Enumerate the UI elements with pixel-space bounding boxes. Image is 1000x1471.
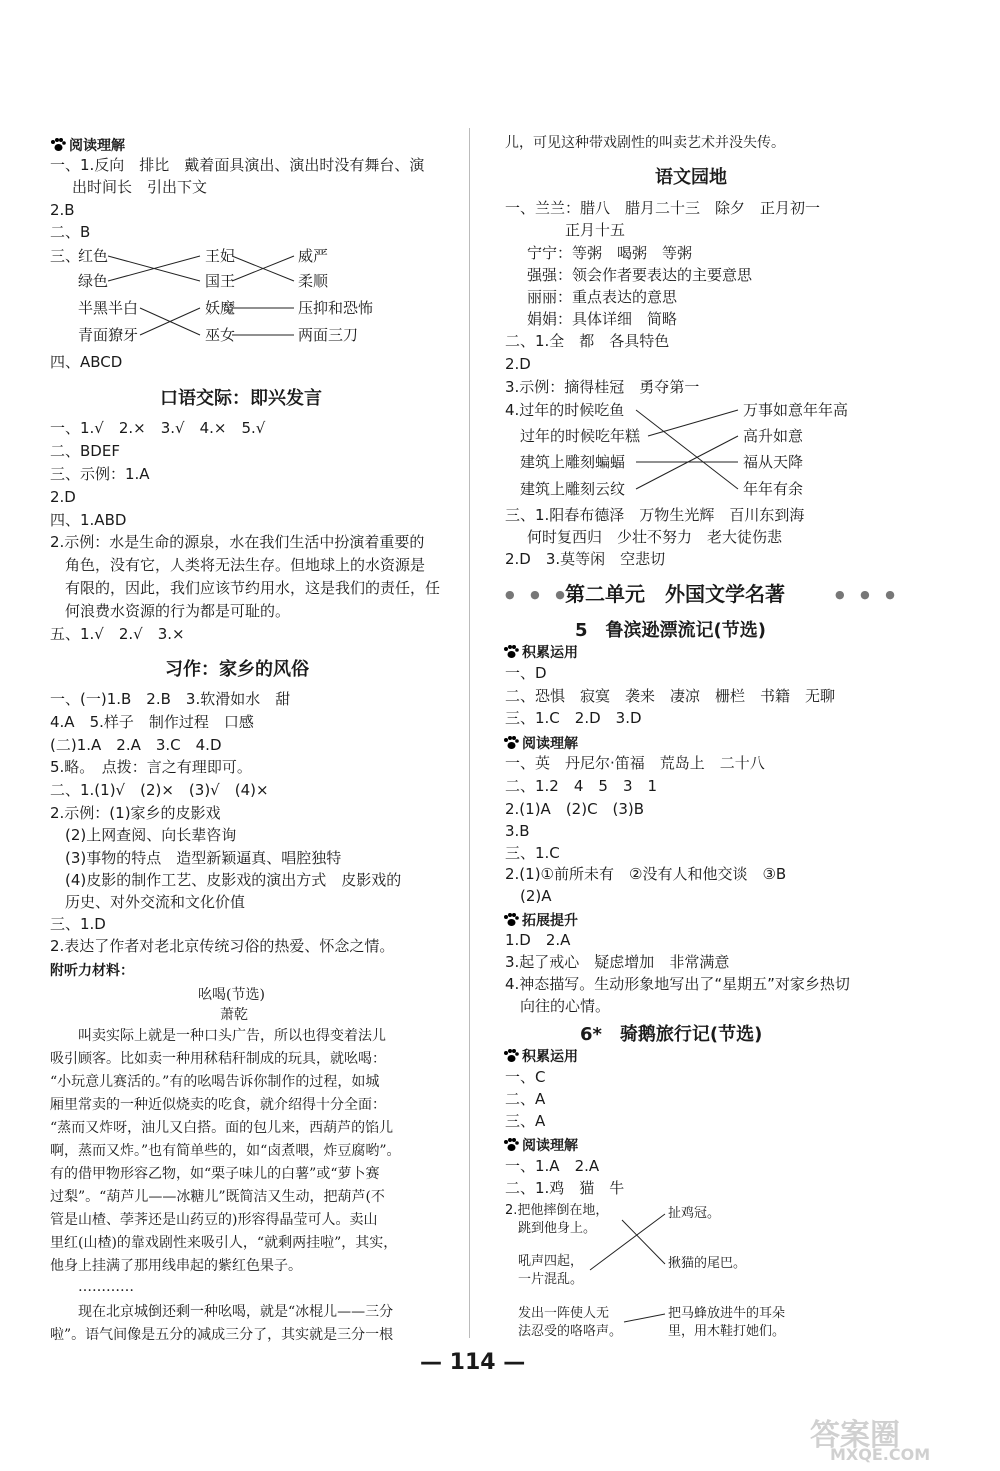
answer-line: 一、C — [505, 1068, 546, 1086]
answer-line: 二、A — [505, 1090, 546, 1108]
section-heading-reading — [50, 135, 125, 155]
answer-line: (4)皮影的制作工艺、皮影戏的演出方式 皮影戏的 — [65, 871, 402, 889]
answer-line: 4.神态描写。生动形象地写出了“星期五”对家乡热切 — [505, 975, 850, 993]
banner-dots: ● ● ● — [505, 588, 571, 601]
match-item: 红色 — [78, 247, 109, 265]
answer-line: 二、1.鸡 猫 牛 — [505, 1179, 625, 1197]
text-title: 吆喝(节选) — [198, 987, 265, 1003]
unit-title: 第二单元 外国文学名著 — [565, 582, 785, 606]
answer-line: 宁宁：等粥 喝粥 等粥 — [527, 244, 693, 262]
answer-line: (3)事物的特点 造型新颖逼真、唱腔独特 — [65, 849, 342, 867]
section-heading-text: 阅读理解 — [522, 736, 578, 752]
answer-line: 三、1.C — [505, 844, 560, 862]
lesson-title-6: 6* 骑鹅旅行记(节选) — [580, 1024, 763, 1045]
match-item: 柔顺 — [298, 272, 329, 290]
paragraph-line: 他身上挂满了那用线串起的紫红色果子。 — [50, 1258, 302, 1274]
answer-line: 一、兰兰：腊八 腊月二十三 除夕 正月初一 — [505, 199, 821, 217]
match-item: 高升如意 — [743, 427, 804, 445]
answer-line: (二)1.A 2.A 3.C 4.D — [50, 736, 222, 754]
section-heading-text: 拓展提升 — [522, 913, 578, 929]
match-item: 年年有余 — [743, 480, 804, 498]
answer-line: 三、1.C 2.D 3.D — [505, 709, 642, 727]
answer-line: 2.D — [505, 355, 531, 373]
paragraph-line: 厢里常卖的一种近似烧卖的吃食，就介绍得十分全面： — [50, 1097, 386, 1113]
paragraph-line: 里红(山楂)的靠戏剧性来吸引人，“就剩两挂啦”，其实， — [50, 1235, 398, 1251]
answer-line: 2.表达了作者对老北京传统习俗的热爱、怀念之情。 — [50, 937, 395, 955]
match-item: 法忍受的咯咯声。 — [518, 1324, 623, 1339]
match-item: 王妃 — [205, 247, 236, 265]
paragraph-line: 过梨”。“葫芦儿——冰糖儿”既简洁又生动，把葫芦(不 — [50, 1189, 385, 1205]
paragraph-line: 吸引顾客。比如卖一种用秫秸秆制成的玩具，就吆喝： — [50, 1051, 386, 1067]
answer-line: 二、恐惧 寂寞 袭来 凄凉 栅栏 书籍 无聊 — [505, 687, 836, 705]
answer-line: 二、B — [50, 223, 91, 241]
answer-line: 出时间长 引出下文 — [72, 178, 208, 196]
listening-label: 附听力材料： — [50, 963, 134, 979]
paragraph-line: “蒸而又炸呀，油儿又白搭。面的包儿来，西葫芦的馅儿 — [50, 1120, 394, 1136]
match-prefix: 三、 — [50, 247, 81, 265]
watermark-url: MXQE.COM — [830, 1445, 931, 1464]
match-item: 建筑上雕刻蝙蝠 — [520, 453, 626, 471]
paragraph-line: 啦”。语气间像是五分的减成三分了，其实就是三分一根 — [50, 1327, 394, 1343]
paragraph-line: 儿，可见这种带戏剧性的叫卖艺术并没失传。 — [505, 135, 785, 151]
answer-line: 2.示例：(1)家乡的皮影戏 — [50, 804, 221, 822]
match-item: 里，用木鞋打她们。 — [668, 1324, 786, 1339]
heading-yuwen: 语文园地 — [655, 167, 727, 188]
answer-line: 强强：领会作者要表达的主要意思 — [527, 266, 753, 284]
answer-line: 三、1.D — [50, 915, 106, 933]
answer-line: 四、ABCD — [50, 353, 123, 371]
answer-line: 二、1.全 都 各具特色 — [505, 332, 670, 350]
paw-icon — [50, 138, 66, 152]
answer-line: 何时复西归 少壮不努力 老大徒伤悲 — [527, 528, 783, 546]
paragraph-line: 管是山楂、荸荠还是山药豆的)形容得晶莹可人。卖山 — [50, 1212, 378, 1228]
match-item: 两面三刀 — [298, 326, 359, 344]
answer-line: 三、示例：1.A — [50, 465, 150, 483]
paragraph-line: 叫卖实际上就是一种口头广告，所以也得变着法儿 — [78, 1028, 386, 1044]
answer-line: (2)上网查阅、向长辈咨询 — [65, 826, 237, 844]
page-number: — 114 — — [420, 1350, 526, 1375]
match-item: 万事如意年年高 — [743, 401, 849, 419]
match-item: 跳到他身上。 — [518, 1221, 597, 1236]
match-item: 国王 — [205, 272, 236, 290]
section-heading-tuozhan — [503, 910, 578, 930]
section-heading-text: 阅读理解 — [69, 138, 125, 154]
match-item: 揪猫的尾巴。 — [668, 1256, 747, 1271]
unit-banner — [505, 578, 905, 608]
match-item: 福从天降 — [743, 453, 804, 471]
answer-line: 2.(1)A (2)C (3)B — [505, 800, 645, 818]
answer-line: 丽丽：重点表达的意思 — [527, 288, 678, 306]
banner-dots: ● ● ● — [835, 588, 901, 601]
section-heading-reading — [503, 733, 578, 753]
answer-line: 一、英 丹尼尔·笛福 荒岛上 二十八 — [505, 754, 765, 772]
text-author: 萧乾 — [220, 1007, 248, 1023]
answer-line: 1.D 2.A — [505, 931, 571, 949]
match-item: 威严 — [298, 247, 329, 265]
answer-line: 二、1.2 4 5 3 1 — [505, 777, 658, 795]
answer-line: 一、(一)1.B 2.B 3.软滑如水 甜 — [50, 690, 291, 708]
answer-line: 娟娟：具体详细 简略 — [527, 310, 678, 328]
paw-icon — [503, 1049, 519, 1063]
paragraph-line: 有的借甲物形容乙物，如“栗子味儿的白薯”或“萝卜赛 — [50, 1166, 380, 1182]
answer-line: 二、1.(1)√ (2)× (3)√ (4)× — [50, 781, 269, 799]
paw-icon — [503, 645, 519, 659]
match-item: 过年的时候吃年糕 — [520, 427, 641, 445]
section-heading-text: 积累运用 — [522, 645, 578, 661]
match-item: 发出一阵使人无 — [518, 1306, 610, 1321]
match-item: 绿色 — [78, 272, 109, 290]
match-item: 把马蜂放进牛的耳朵 — [668, 1306, 786, 1321]
match-item: 吼声四起， — [518, 1254, 584, 1269]
answer-line: (2)A — [520, 887, 552, 905]
heading-koyu: 口语交际：即兴发言 — [160, 388, 322, 409]
answer-line: 历史、对外交流和文化价值 — [65, 893, 246, 911]
column-divider — [469, 128, 470, 1338]
answer-line: 4.A 5.样子 制作过程 口感 — [50, 713, 254, 731]
answer-line: 三、A — [505, 1112, 546, 1130]
paw-icon — [503, 913, 519, 927]
match-item: 建筑上雕刻云纹 — [520, 480, 626, 498]
match-item: 青面獠牙 — [78, 326, 139, 344]
answer-line: 一、1.A 2.A — [505, 1157, 600, 1175]
section-heading-text: 积累运用 — [522, 1049, 578, 1065]
answer-line: 3.B — [505, 822, 530, 840]
answer-line: 2.D 3.莫等闲 空悲切 — [505, 550, 666, 568]
answer-line: 有限的，因此，我们应该节约用水，这是我们的责任，任 — [65, 579, 441, 597]
match-item: 半黑半白 — [78, 299, 139, 317]
ellipsis-line: ………… — [78, 1279, 134, 1295]
match-item: 巫女 — [205, 326, 236, 344]
answer-line: 何浪费水资源的行为都是可耻的。 — [65, 602, 291, 620]
answer-line: 二、BDEF — [50, 442, 120, 460]
match-item: 扯鸡冠。 — [668, 1206, 721, 1221]
paragraph-line: “小玩意儿赛活的。”有的吆喝告诉你制作的过程，如城 — [50, 1074, 380, 1090]
answer-line: 一、D — [505, 664, 547, 682]
answer-line: 五、1.√ 2.√ 3.× — [50, 625, 185, 643]
answer-line: 正月十五 — [565, 221, 626, 239]
paw-icon — [503, 1138, 519, 1152]
section-heading-reading — [503, 1135, 578, 1155]
paw-icon — [503, 736, 519, 750]
match-item: 妖魔 — [205, 299, 236, 317]
section-heading-jilei — [503, 642, 578, 662]
match-item: 2.把他摔倒在地， — [505, 1203, 609, 1218]
paragraph-line: 现在北京城倒还剩一种吆喝，就是“冰棍儿——三分 — [78, 1304, 394, 1320]
answer-line: 2.示例：水是生命的源泉，水在我们生活中扮演着重要的 — [50, 533, 425, 551]
answer-line: 2.D — [50, 488, 76, 506]
answer-line: 3.示例：摘得桂冠 勇夺第一 — [505, 378, 700, 396]
paragraph-line: 啊，蒸而又炸。”也有简单些的，如“卤煮喂，炸豆腐哟”。 — [50, 1143, 401, 1159]
answer-line: 三、1.阳春布德泽 万物生光辉 百川东到海 — [505, 506, 805, 524]
answer-line: 2.(1)①前所未有 ②没有人和他交谈 ③B — [505, 865, 787, 883]
answer-line: 向往的心情。 — [520, 997, 611, 1015]
answer-line: 5.略。 点拨：言之有理即可。 — [50, 758, 252, 776]
match-item: 4.过年的时候吃鱼 — [505, 401, 625, 419]
answer-line: 一、1.√ 2.× 3.√ 4.× 5.√ — [50, 419, 266, 437]
match-item: 压抑和恐怖 — [298, 299, 374, 317]
match-item: 一片混乱。 — [518, 1272, 584, 1287]
section-heading-text: 阅读理解 — [522, 1138, 578, 1154]
answer-line: 角色，没有它，人类将无法生存。但地球上的水资源是 — [65, 556, 426, 574]
section-heading-jilei — [503, 1046, 578, 1066]
heading-xizuo: 习作：家乡的风俗 — [165, 659, 309, 680]
watermark-logo: 答案圈 — [810, 1418, 900, 1453]
lesson-title-5: 5 鲁滨逊漂流记(节选) — [575, 620, 766, 641]
answer-line: 四、1.ABD — [50, 511, 127, 529]
answer-line: 2.B — [50, 201, 75, 219]
answer-line: 3.起了戒心 疑虑增加 非常满意 — [505, 953, 730, 971]
answer-line: 一、1.反向 排比 戴着面具演出、演出时没有舞台、演 — [50, 156, 425, 174]
